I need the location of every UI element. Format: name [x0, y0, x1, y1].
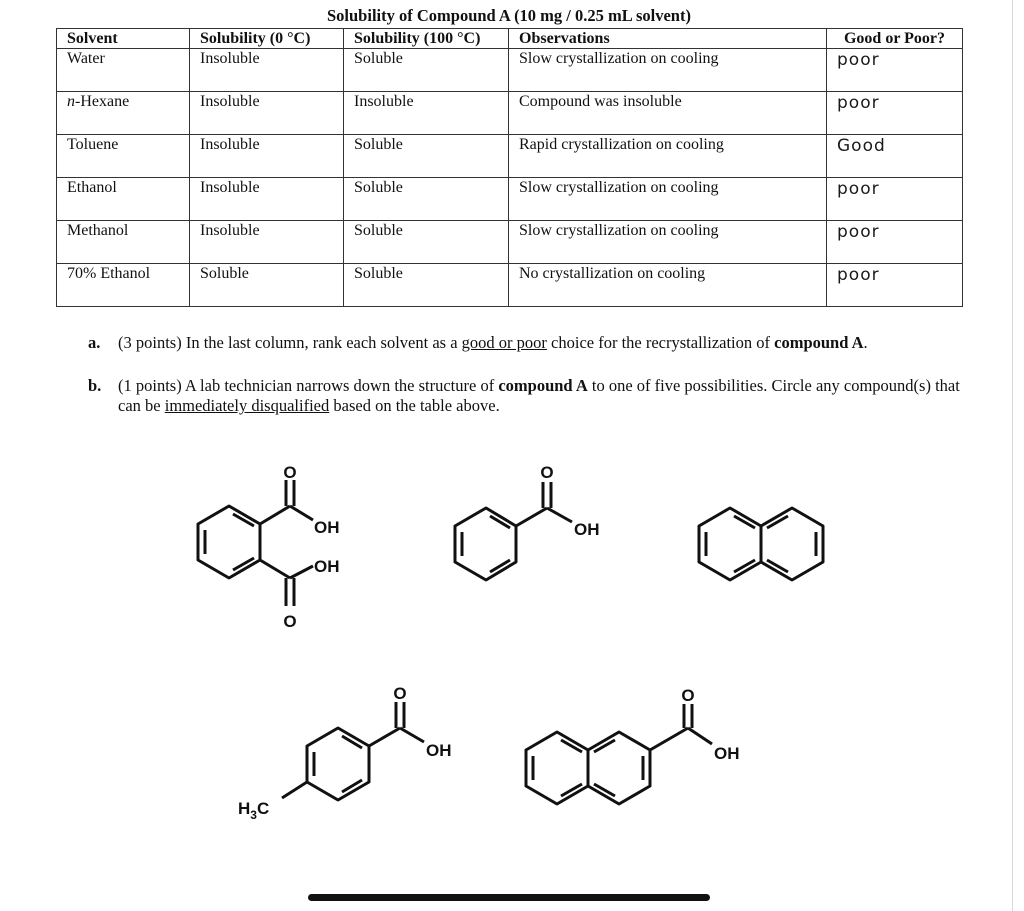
header-good-or-poor: Good or Poor? [827, 29, 963, 49]
question-a-underlined: good or poor [461, 333, 547, 352]
rank-answer-field[interactable]: poor [827, 221, 963, 264]
methyl-c: C [256, 799, 270, 818]
question-a-pre: (3 points) In the last column, rank each solvent as a [118, 333, 462, 352]
header-solvent: Solvent [57, 29, 190, 49]
toluic-methyl-label [238, 799, 269, 822]
solubility-hot-cell: Soluble [344, 49, 509, 92]
rank-answer-field[interactable]: poor [827, 49, 963, 92]
observation-cell: Slow crystallization on cooling [509, 221, 827, 264]
solubility-hot-cell: Insoluble [344, 92, 509, 135]
solvent-name: 70% Ethanol [67, 265, 151, 282]
solubility-cold-cell: Insoluble [190, 135, 344, 178]
phthalic-oh1-label: OH [314, 518, 340, 537]
solvent-italic-prefix: n [67, 93, 75, 110]
structure-2-naphthoic-acid[interactable] [526, 686, 740, 804]
structure-p-toluic-acid[interactable] [238, 684, 452, 822]
naphthoic-oh-label: OH [714, 744, 740, 763]
observation-cell: Rapid crystallization on cooling [509, 135, 827, 178]
solubility-cold-cell: Insoluble [190, 221, 344, 264]
toluic-oh-label: OH [426, 741, 452, 760]
question-b-post: based on the table above. [329, 396, 500, 415]
solubility-hot-cell: Soluble [344, 221, 509, 264]
question-b-underlined: immediately disqualified [164, 396, 330, 415]
question-b-pre: (1 points) A lab technician narrows down the structure of [118, 376, 499, 395]
observation-cell: No crystallization on cooling [509, 264, 827, 307]
solubility-hot-cell: Soluble [344, 135, 509, 178]
phthalic-o-bottom-label: O [283, 612, 297, 631]
solvent-name: Methanol [67, 222, 129, 239]
benzoic-oh-label: OH [574, 520, 600, 539]
methyl-subscript: 3 [250, 808, 257, 822]
question-b-label: b. [88, 376, 102, 395]
header-solubility-hot: Solubility (100 °C) [344, 29, 509, 49]
observation-cell: Compound was insoluble [509, 92, 827, 135]
phthalic-oh2-label: OH [314, 557, 340, 576]
solubility-cold-cell: Insoluble [190, 178, 344, 221]
question-a-mid: choice for the recrystallization of [546, 333, 775, 352]
header-solubility-cold: Solubility (0 °C) [190, 29, 344, 49]
solvent-name: Toluene [67, 136, 119, 153]
solubility-cold-cell: Insoluble [190, 92, 344, 135]
toluic-o-label: O [393, 684, 407, 703]
naphthoic-o-label: O [681, 686, 695, 705]
structure-naphthalene[interactable] [699, 508, 823, 580]
solvent-name: -Hexane [75, 93, 130, 110]
rank-answer-field[interactable]: poor [827, 92, 963, 135]
question-b-bold: compound A [498, 376, 588, 395]
horizontal-scrollbar[interactable] [308, 894, 710, 901]
observation-cell: Slow crystallization on cooling [509, 49, 827, 92]
solubility-hot-cell: Soluble [344, 264, 509, 307]
header-observations: Observations [509, 29, 827, 49]
solvent-name: Ethanol [67, 179, 117, 196]
question-a-label: a. [88, 333, 101, 352]
observation-cell: Slow crystallization on cooling [509, 178, 827, 221]
phthalic-o-top-label: O [283, 463, 297, 482]
question-a-post: . [863, 333, 868, 352]
structure-phthalic-acid[interactable] [198, 463, 340, 631]
solubility-hot-cell: Soluble [344, 178, 509, 221]
benzoic-o-label: O [540, 463, 554, 482]
question-a-bold: compound A [774, 333, 864, 352]
table-title-text: Solubility of Compound A (10 mg / 0.25 mL solvent) [327, 6, 691, 25]
solubility-cold-cell: Soluble [190, 264, 344, 307]
question-b-mid: to one of five possibilities. Circle any compound(s) that can be [118, 376, 960, 415]
methyl-h: H [238, 799, 251, 818]
rank-answer-field[interactable]: Good [827, 135, 963, 178]
solvent-name: Water [67, 50, 105, 67]
rank-answer-field[interactable]: poor [827, 178, 963, 221]
solubility-cold-cell: Insoluble [190, 49, 344, 92]
structure-benzoic-acid[interactable] [455, 463, 600, 580]
rank-answer-field[interactable]: poor [827, 264, 963, 307]
